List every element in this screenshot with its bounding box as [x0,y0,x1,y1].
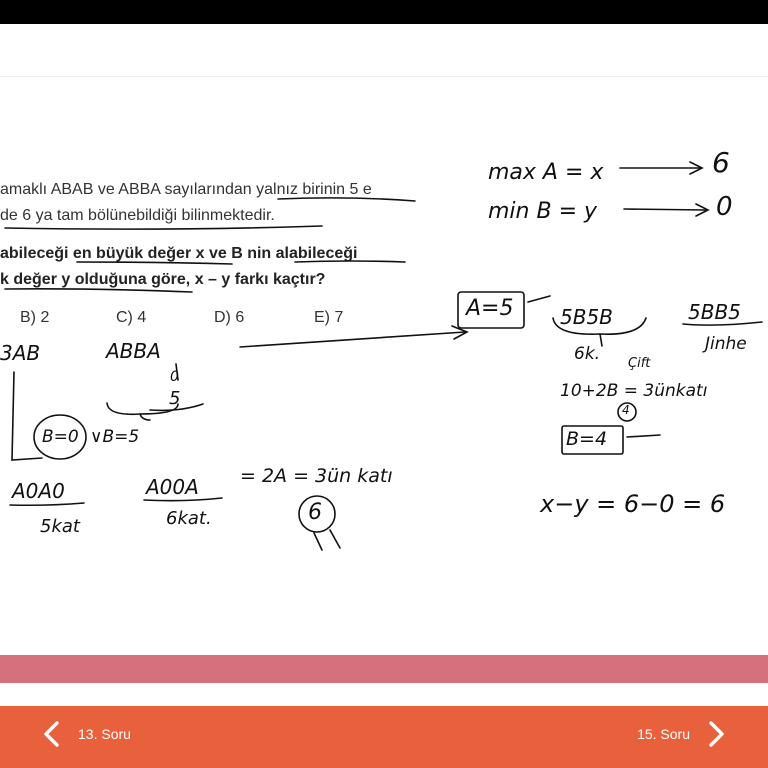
chevron-left-icon [40,720,64,748]
note-b-equals-4: B=4 [566,428,608,450]
choice-e[interactable]: E) 7 [314,309,344,326]
note-max-a: max A = x [488,160,604,185]
note-circled-4: 4 [622,403,630,417]
choice-c[interactable]: C) 4 [116,309,147,326]
note-5bb5: 5BB5 [688,300,741,324]
question-line-3: abileceği en büyük değer x ve B nin alabileceği [0,245,358,262]
note-6k: 6k. [574,344,601,364]
chevron-right-icon [704,720,728,748]
note-a00a: A00A [146,475,199,499]
note-cift: Çift [628,356,651,371]
pink-band [0,655,768,683]
note-circled-6: 6 [308,500,322,525]
note-6kat: 6kat. [166,508,212,529]
note-min-b-value: 0 [716,192,733,222]
note-result: x−y = 6−0 = 6 [540,490,726,518]
note-five: 5 [169,388,181,409]
note-or-b5: ∨B=5 [90,427,140,447]
note-10-2b: 10+2B = 3ünkatı [560,381,708,401]
prev-question-label: 13. Soru [78,726,131,742]
next-question-button[interactable] [637,706,728,762]
next-question-label: 15. Soru [637,726,690,742]
note-5kat: 5kat [40,516,80,537]
note-abab: 3AB [0,341,41,365]
question-line-1: amaklı ABAB ve ABBA sayılarından yalnız birinin 5 e [0,181,372,198]
note-max-a-value: 6 [712,146,730,179]
note-min-b: min B = y [488,199,598,224]
note-jinhe: Jinhe [705,334,747,354]
note-zero: 0 [170,369,179,385]
note-eq-2a: = 2A = 3ün katı [240,465,393,487]
note-b0: B=0 [42,427,79,447]
note-a0a0: A0A0 [12,479,65,503]
note-abba: ABBA [106,339,161,363]
question-line-2: de 6 ya tam bölünebildiği bilinmektedir. [0,207,275,224]
prev-question-button[interactable] [40,706,131,762]
question-line-4: k değer y olduğuna göre, x – y farkı kaçtır? [0,271,326,288]
note-a-equals-5: A=5 [466,296,514,321]
choice-b[interactable]: B) 2 [20,309,50,326]
choice-d[interactable]: D) 6 [214,309,245,326]
bottom-navigation [0,706,768,768]
note-5b5b: 5B5B [560,305,613,329]
